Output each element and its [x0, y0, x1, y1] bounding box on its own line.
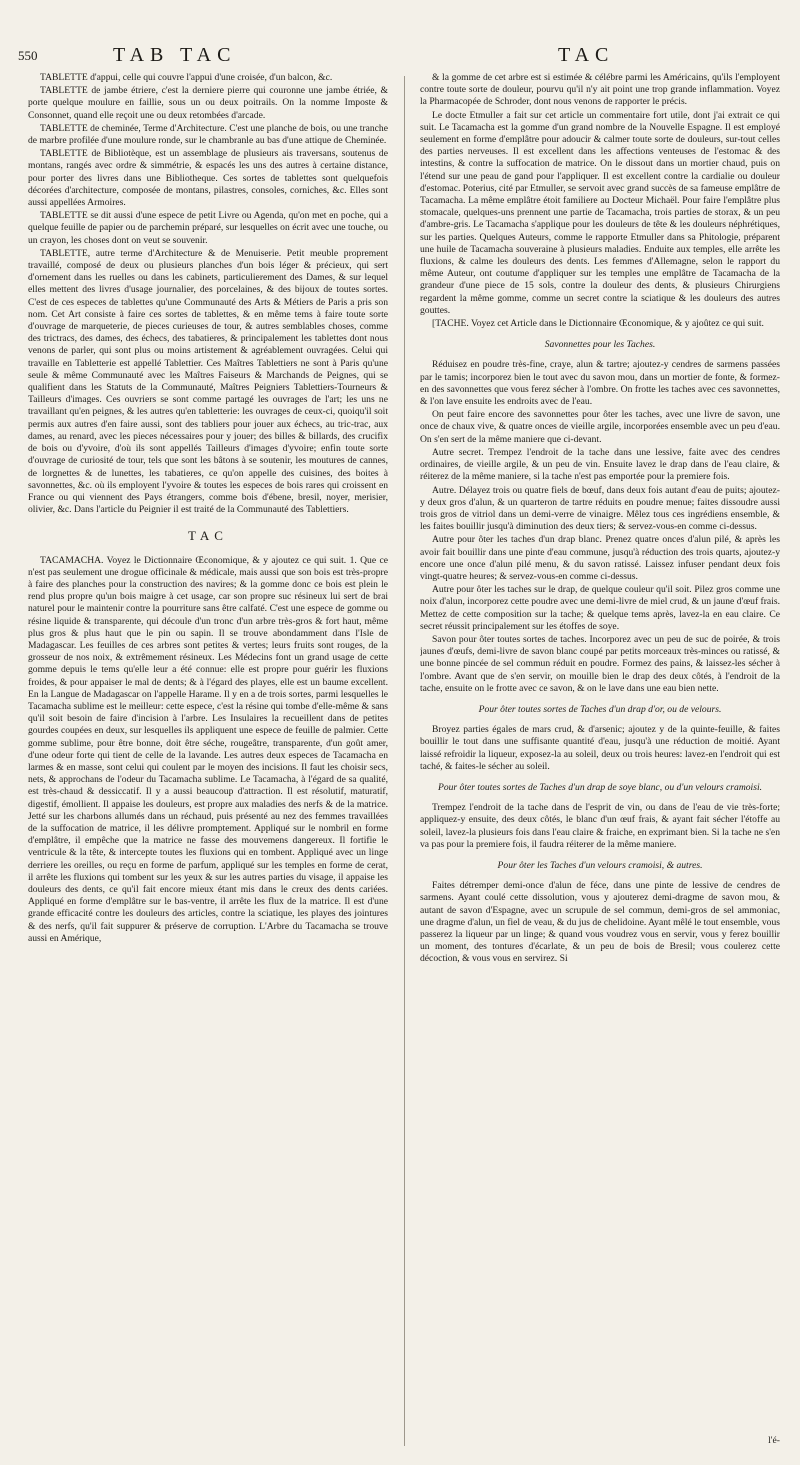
- entry-tablette-menuiserie: TABLETTE, autre terme d'Architecture & de Menuiserie. Petit meuble proprement travaillé, composé de deux ou plusieurs planches d'un bois léger & précieux, qui sert d'ornement dans les ruelles ou dans les cabinets, particulierement des Dames, & sur lequel elles mettent des livres d'usage journalier, des porcelaines, & des bijoux de toutes sortes. C'est de ces especes de tablettes qu'une Communauté des Arts & Métiers de Paris a pris son nom. Cet Art consiste à faire ces sortes de tablettes, & en même tems à faire toute sorte d'ouvrage de marqueterie, de pieces curieuses de tour, & autres semblables choses, comme des trictracs, des dames, des échecs, des tabatieres, & principalement les tablettes dont nous venons de parler, qui sont plus ou moins artistement & agréablement ouvragées. Celui qui travaille en Tabletterie est appellé Tablettier. Ces Maîtres Tablettiers ne sont à Paris qu'une seule & même Communauté avec les Maîtres Faiseurs & Marchands de Peignes, qui se qualifient dans les Statuts de la Communauté, Maîtres Peigniers Tablettiers-Tourneurs & Tailleurs d'images. Ces ouvriers se sont comme partagé les ouvrages de l'art; les uns ne travaillant qu'en peignes, & les autres qu'en tabletterie: les ouvrages de ceux-ci, quoiqu'il soit permis aux autres d'en faire aussi, sont des tabliers pour jouer aux échecs, au tric-trac, aux dames, au renard, avec les pieces nécessaires pour y jouer; des billes & billards, des crucifix de bois ou d'yvoire, d'où ils sont appellés Tailleurs d'images d'yvoire; enfin toute sorte d'ouvrage de curiosité de tour, tels que sont les bâtons à se soutenir, les moutures de cannes, de lorgnettes & de lunettes, les tabatieres, ce qu'on appelle des cuisines, des boites à savonnettes, &c. où ils employent l'yvoire & toutes les especes de bois rares qui croissent en France ou qui viennent des Pays étrangers, comme bois d'ébene, bresil, noyer, merisier, olivier, &c. Dans l'article du Peignier il est traité de la Communauté des Tablettiers.: [28, 247, 388, 516]
- entry-tablette-appui: TABLETTE d'appui, celle qui couvre l'appui d'une croisée, d'un balcon, &c.: [40, 72, 333, 83]
- entry-tablette-agenda: TABLETTE se dit aussi d'une espece de petit Livre ou Agenda, qu'on met en poche, qui a quelque feuille de papier ou de parchemin préparé, sur lesquelles on écrit avec une touche, ou un crayon, les choses dont on veut se souvenir.: [28, 210, 388, 246]
- entry-tablette-bibliotheque: TABLETTE de Bibliotèque, est un assemblage de plusieurs ais traversans, soutenus de montans, rangés avec ordre & simmétrie, & espacés les uns des autres à certaine distance, pour porter des livres dans une Bibliotheque. Ces sortes de tablettes sont quelquefois décorées d'architecture, composée de montans, pilastres, consoles, corniches, &c. Elles sont aussi appellées Armoires.: [28, 148, 388, 209]
- recipe-autre-secret: Autre secret. Trempez l'endroit de la tache dans une lessive, faite avec des cendres ordinaires, de vieille argile, & un peu de vin. Ensuite lavez le drap dans de l'eau claire, & réiterez de la même maniere, si la tache n'est pas emportée pour la premiere fois.: [420, 446, 780, 483]
- catchword: l'é-: [768, 1434, 780, 1446]
- subheading-soye-blanc: Pour ôter toutes sortes de Taches d'un drap de soye blanc, ou d'un velours cramoisi.: [437, 781, 763, 793]
- recipe-savon-taches: Savon pour ôter toutes sortes de taches. Incorporez avec un peu de suc de poirée, & trois jaunes d'œufs, demi-livre de savon blanc coupé par petits morceaux très-minces ou ratissé, & une bonne pincée de sel commun réduit en poudre. Formez des pains, & laissez-les sécher à l'ombre. Avant que de s'en servir, on mouille bien le drap des deux côtés, à l'endroit de la tache, ensuite on le frotte avec ce savon, & on le lave dans une eau bien nette.: [420, 633, 780, 694]
- subheading-savonnettes: Savonnettes pour les Taches.: [544, 339, 656, 351]
- subheading-velours: Pour ôter les Taches d'un velours cramoisi, & autres.: [497, 859, 703, 871]
- recipe-drap-or: Broyez parties égales de mars crud, & d'arsenic; ajoutez y de la quinte-feuille, & faites bouillir le tout dans une suffisante quantité d'eau, jusqu'à une réduction de moitié. Ayant laissé refroidir la liqueur, exposez-la au soleil, deux ou trois heures: lavez-en l'endroit qui est taché, & faites-le sécher au soleil.: [420, 724, 780, 772]
- running-head-left: TAB TAC: [113, 44, 237, 66]
- recipe-drap-couleur: Autre pour ôter les taches sur le drap, de quelque couleur qu'il soit. Pilez gros comme une noix d'alun, incorporez cette poudre avec une demi-livre de miel crud, & un jaune d'œuf frais. Mettez de cette composition sur la tache; & quelque tems après, lavez-la en eau claire. Ce secret réussit principalement sur les étoffes de soye.: [420, 584, 780, 632]
- recipe-autre-fiels: Autre. Délayez trois ou quatre fiels de bœuf, dans deux fois autant d'eau de puits; ajoutez-y deux gros d'alun, & un quarteron de tartre réduits en poudre menue; faites dissoudre aussi trois gros de vitriol dans un demi-verre de vinaigre. Mêlez tous ces ingrédiens ensemble, & les faites bouillir jusqu'à diminution des deux tiers; & servez-vous-en comme ci-dessus.: [420, 484, 780, 533]
- recipe-savonnettes-1: Réduisez en poudre très-fine, craye, alun & tartre; ajoutez-y cendres de sarmens passées par le tamis; incorporez bien le tout avec du savon mou, dans un mortier de fonte, & formez-en des savonnettes que vous ferez sécher à l'ombre. On frotte les taches avec ces savonnettes, & l'on lave ensuite les endroits avec de l'eau.: [420, 359, 780, 408]
- section-heading-tac: TAC: [188, 528, 228, 544]
- entry-etmuller-commentary: Le docte Etmuller a fait sur cet article un commentaire fort utile, dont j'ai extrait ce qui suit. Le Tacamacha est la gomme d'un grand nombre de la Nouvelle Espagne. Il est employé seulement en forme d'emplâtre pour adoucir & calmer toute sorte de douleurs, sur-tout celles des parties nerveuses. Il est excellent dans les affections venteuses de l'estomac & des intestins, & contre la suffocation de matrice. On le dissout dans un mortier chaud, puis on l'étend sur une peau de gand pour l'appliquer. Il est excellent contre la cardialie ou douleur d'estomac. Poterius, cité par Etmuller, se servoit avec grand succès de sa fameuse emplâtre de Tacamacha. La même emplâtre étoit familiere au Docteur Michaël. Pour faire l'emplâtre plus stomacale, quelques-uns prennent une partie de Tacamacha, trois parties de storax, & un peu d'ambre-gris. Le Tacamacha s'applique pour les douleurs de tête & les douleurs néphrétiques, sur les parties. Quelques Auteurs, comme le rapporte Etmuller dans sa Phitologie, préparent une huile de Tacamacha souveraine à plusieurs maladies. Enduite aux temples, elle arrête les fluxions, & calme les douleurs des dents. Les femmes d'Allemagne, selon le rapport du même Auteur, ont coutume d'appliquer sur les temples une emplâtre de Tacamacha de la grandeur d'une piece de 15 sols, contre la douleur des dents, & plusieurs Chirurgiens regardent la même gomme, comme un secret contre la sciatique & les douleurs des autres gouttes.: [420, 109, 780, 316]
- entry-tacamacha-cont: & la gomme de cet arbre est si estimée & célébre parmi les Américains, qu'ils l'employent contre toute sorte de douleur, pourvu qu'il n'y ait point une trop grande inflammation. Voyez la Pharmacopée de Schroder, dont nous venons de rapporter le précis.: [420, 72, 780, 108]
- entry-tache: [TACHE. Voyez cet Article dans le Dictionnaire Œconomique, & y ajoûtez ce qui suit.: [432, 318, 764, 330]
- recipe-savonnettes-2: On peut faire encore des savonnettes pour ôter les taches, avec une livre de savon, une once de chaux vive, & quatre onces de vieille argile, incorporées ensemble avec un peu d'eau. On s'en sert de la même maniere que ci-devant.: [420, 409, 780, 445]
- column-divider: [404, 76, 405, 1446]
- subheading-drap-or: Pour ôter toutes sortes de Taches d'un drap d'or, ou de velours.: [478, 703, 722, 715]
- entry-tablette-cheminee: TABLETTE de cheminée, Terme d'Architecture. C'est une planche de bois, ou une tranche de marbre profilée d'une moulure ronde, sur le chambranle au bas d'une attique de Cheminée.: [28, 122, 388, 147]
- recipe-drap-blanc: Autre pour ôter les taches d'un drap blanc. Prenez quatre onces d'alun pilé, & après les avoir fait bouillir dans une pinte d'eau commune, jusqu'à réduction des trois quarts, ajoutez-y encore une once d'alun pilé menu, & du savon ratissé. Laissez infuser pendant deux fois vingt-quatre heures; & servez-vous-en comme ci-dessus.: [420, 534, 780, 582]
- recipe-velours: Faites détremper demi-once d'alun de féce, dans une pinte de lessive de cendres de sarmens. Ayant coulé cette dissolution, vous y ajouterez demi-dragme de savon mou, & autant de savon d'Espagne, avec un scrupule de sel commun, demi-gros de sel ammoniac, une dragme d'alun, un fiel de veau, & du jus de chelidoine. Ayant mêlé le tout ensemble, vous passerez la liqueur par un linge; & quand vous voudrez vous en servir, vous y ferez bouillir un moment, des tontures d'écarlate, & un peu de bois de Bresil; vous coulerez cette décoction, & vous vous en servirez. Si: [420, 880, 780, 965]
- page-header: [18, 44, 786, 68]
- left-column: [28, 72, 388, 1447]
- entry-tacamacha: TACAMACHA. Voyez le Dictionnaire Œconomique, & y ajoutez ce qui suit. 1. Que ce n'est pas seulement une drogue officinale & médicale, mais aussi que son bois est très-propre à faire des planches pour la construction des navires; & la gomme donc ce bois est plein le rend plus propre qu'un bois maigre à cet usage, car son propre suc résineux lui sert de brai naturel pour le maintenir contre la pourriture sans être calfaté. C'est une espece de gomme ou résine liquide & transparente, qui découle d'un tronc d'un arbre très-gros & fort haut, même plus gros & plus haut que le pin ou sapin. Il se trouve abondamment dans l'Isle de Madagascar. Les feuilles de ces arbres sont petites & vertes; leurs fruits sont rouges, de la grosseur de nos noix, & extrêmement résineux. Les Médecins font un grand usage de cette gomme depuis le tems qu'elle leur a été connue: elle est propre pour guérir les fluxions froides, & pour appaiser le mal de dents; & à l'égard des playes, elle est un baume excellent. En la Langue de Madagascar on l'appelle Harame. Il y en a de trois sortes, parmi lesquelles le Tacamacha sublime est le meilleur: cette espece, c'est la résine qui tombe d'elle-même & sans qu'il soit besoin de faire d'incision à l'arbre. Les Insulaires la recueillent dans de petites gourdes coupées en deux, sur lesquelles ils appliquent une espece de feuille de palmier. Cette gomme sublime, pour être bonne, doit être séche, rougeâtre, transparente, d'un goût amer, d'une odeur forte qui tient de celle de la lavande. Les autres deux especes de Tacamacha en larmes & en masse, sont celui qui coulent par le moyen des incisions. Il faut les choisir secs, nets, & approchans de l'odeur du Tacamacha sublime. Le Tacamacha, à l'égard de sa qualité, est très-chaud & dessiccatif. Il y a aussi beaucoup d'attraction. Il est résolutif, maturatif, digestif, émollient. Il appaise les douleurs, est propre aux maladies des nerfs & de la matrice. Jetté sur les charbons allumés dans un réchaud, puis présenté au nez des femmes travaillées de la suffocation de matrice, il les délivre promptement. Appliqué sur le nombril en forme d'emplâtre, il empêche que la matrice ne fasse des mouvemens dangereux. Il fortifie le ventricule & la tête, & intercepte toutes les fluxions qui en tombent. Appliqué avec un linge derriere les oreilles, ou reçu en forme de parfum, appliqué sur les temples en forme de cerat, il arrête les fluxions qui tombent sur les yeux & sur les autres parties du visage, il appaise les douleurs des dents, ce qu'il fait encore mieux étant mis dans le creux des dents cariées. Appliqué en forme d'emplâtre sur le bas-ventre, il arrête les flux de la matrice. Il est d'une grande efficacité contre les douleurs des articles, contre la sciatique, les playes des jointures & des nerfs, qu'il fait suppurer & préserve de corruption. L'Arbre du Tacamacha se trouve aussi en Amérique,: [28, 554, 388, 944]
- page-number: 550: [18, 48, 38, 63]
- entry-tablette-jambe: TABLETTE de jambe étriere, c'est la derniere pierre qui couronne une jambe étriée, & porte quelque moulure en faillie, sous un ou deux poitrails. On la nomme Imposte & Consonnet, quand elle reçoit une ou deux retombées d'arcade.: [28, 85, 388, 121]
- running-head-right: TAC: [558, 44, 615, 66]
- recipe-soye-blanc: Trempez l'endroit de la tache dans de l'esprit de vin, ou dans de l'eau de vie très-forte; appliquez-y ensuite, des deux côtés, le blanc d'un œuf frais, & ayant fait sécher l'étoffe au soleil, lavez-la plusieurs fois dans l'eau claire & fraiche, en exprimant bien. Si la tache ne s'en va pas pour la premiere fois, il faudra réiterer de la même maniere.: [420, 802, 780, 850]
- right-column: [420, 72, 780, 1447]
- two-column-body: [28, 72, 788, 1452]
